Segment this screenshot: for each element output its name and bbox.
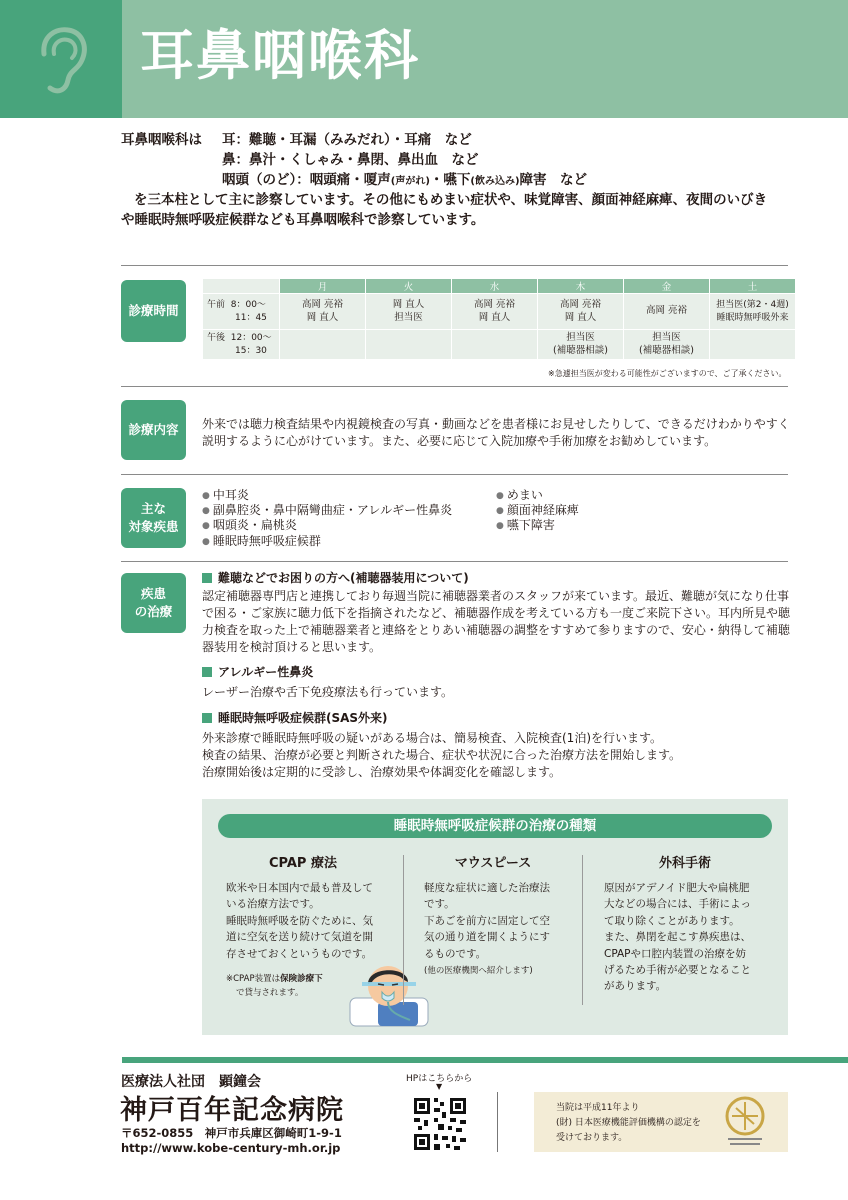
intro-line-ear: 耳：難聴・耳漏（みみだれ）・耳痛 など (222, 132, 472, 148)
content-text-2: 説明するように心がけています。また、必要に応じて入院加療や手術加療をお勧めしています。 (202, 434, 717, 448)
section-label-treatment: 疾患 の治療 (121, 573, 186, 633)
hp-label: HPはこちらから (406, 1074, 473, 1084)
surgery-title: 外科手術 (658, 856, 711, 871)
footer-bar (122, 1057, 848, 1063)
treatment-text: 器装用を検討頂けると思います。 (202, 640, 382, 654)
org-name: 医療法人社団 顕鐘会 (121, 1074, 261, 1090)
treatment-heading-sas: 睡眠時無呼吸症候群(SAS外来) (202, 710, 388, 726)
treatment-text: 認定補聴器専門店と連携しており毎週当院に補聴器業者のスタッフが来ています。最近、難聴が気になり仕事 (202, 589, 790, 603)
footer-divider (497, 1092, 498, 1152)
divider (121, 561, 788, 562)
disease-item: ● 中耳炎 (202, 488, 249, 505)
intro-line-summary-2: や睡眠時無呼吸症候群なども耳鼻咽喉科で診察しています。 (121, 212, 485, 228)
ear-icon (30, 24, 90, 96)
am-slot: 午前 8：00〜 11：45 (203, 294, 280, 330)
disease-item: ● 副鼻腔炎・鼻中隔彎曲症・アレルギー性鼻炎 (202, 503, 452, 520)
column-divider (582, 855, 583, 1005)
disease-item: ● 顔面神経麻痺 (496, 503, 579, 520)
treatment-text: 検査の結果、治療が必要と判断された場合、症状や状況に合った治療方法を開始します。 (202, 748, 682, 762)
pm-slot: 午後 12：00〜 15：30 (203, 330, 280, 360)
schedule-cell: 高岡 亮裕 岡 直人 (452, 294, 538, 330)
column-divider (403, 855, 404, 1005)
hospital-url[interactable]: http://www.kobe-century-mh.or.jp (121, 1141, 341, 1155)
schedule-cell: 担当医(第2・4週) 睡眠時無呼吸外来 (710, 294, 796, 330)
schedule-cell (710, 330, 796, 360)
divider (121, 474, 788, 475)
treatment-text: で困る・ご家族に聴力低下を指摘されたなど、補聴器作成を考えている方も一度ご来院下さい。耳内所見や聴 (202, 606, 791, 620)
schedule-table (202, 278, 796, 360)
day-header: 木 (538, 279, 624, 294)
treatment-text: 力検査を取った上で補聴器業者と連絡をとりあい補聴器の調整をすすめて参りますので、安心・納得して補聴 (202, 623, 790, 637)
schedule-note: ※急遽担当医が変わる可能性がございますので、ご了承ください。 (548, 369, 787, 378)
treatment-text: レーザー治療や舌下免疫療法も行っています。 (202, 685, 454, 699)
treatment-heading-allergy: アレルギー性鼻炎 (202, 664, 313, 680)
schedule-cell: 高岡 亮裕 岡 直人 (280, 294, 366, 330)
mouthpiece-text: 軽度な症状に適した治療法 です。 下あごを前方に固定して空 気の通り道を開くようにす るものです。 (424, 882, 550, 960)
mouthpiece-note: (他の医療機関へ紹介します) (424, 966, 533, 976)
day-header: 火 (366, 279, 452, 294)
divider (121, 386, 788, 387)
certification-seal-icon (722, 1094, 768, 1150)
disease-item: ● めまい (496, 488, 543, 505)
sas-banner: 睡眠時無呼吸症候群の治療の種類 (218, 814, 772, 838)
certification-text: 当院は平成11年より (財) 日本医療機能評価機構の認定を 受けております。 (556, 1103, 701, 1143)
section-label-hours: 診療時間 (121, 280, 186, 342)
schedule-cell: 担当医 (補聴器相談) (538, 330, 624, 360)
schedule-cell (366, 330, 452, 360)
hospital-name: 神戸百年記念病院 (120, 1095, 344, 1126)
schedule-cell: 高岡 亮裕 (624, 294, 710, 330)
intro-line-summary: を三本柱として主に診察しています。その他にもめまい症状や、味覚障害、顔面神経麻痺、夜間のいびき (134, 192, 768, 208)
treatment-text: 治療開始後は定期的に受診し、治療効果や体調変化を確認します。 (202, 765, 562, 779)
schedule-cell (280, 330, 366, 360)
disease-item: ● 睡眠時無呼吸症候群 (202, 534, 321, 551)
day-header: 土 (710, 279, 796, 294)
schedule-cell: 担当医 (補聴器相談) (624, 330, 710, 360)
day-header: 水 (452, 279, 538, 294)
schedule-cell (452, 330, 538, 360)
disease-item: ● 嚥下障害 (496, 518, 555, 535)
qr-code-icon[interactable] (412, 1096, 468, 1152)
hospital-address: 〒652-0855 神戸市兵庫区御崎町1-9-1 (121, 1126, 342, 1140)
intro-line-nose: 鼻：鼻汁・くしゃみ・鼻閉、鼻出血 など (222, 152, 479, 168)
intro-line-throat: 咽頭（のど）：咽頭痛・嗄声(声がれ)・嚥下(飲み込み)障害 など (222, 172, 588, 188)
content-text-1: 外来では聴力検査結果や内視鏡検査の写真・動画などを患者様にお見せしたりして、できるだけわかりやすく (202, 417, 790, 431)
cpap-patient-illustration (348, 958, 430, 1028)
cpap-title: CPAP 療法 (269, 856, 337, 871)
mouthpiece-title: マウスピース (454, 856, 532, 871)
disease-item: ● 咽頭炎・扁桃炎 (202, 518, 297, 535)
divider (121, 265, 788, 266)
cpap-note: ※CPAP装置は保険診療下 で貸与されます。 (226, 974, 323, 998)
section-label-diseases: 主な 対象疾患 (121, 488, 186, 548)
down-arrow-icon: ▼ (436, 1082, 443, 1091)
surgery-text: 原因がアデノイド肥大や扁桃肥 大などの場合には、手術によっ て取り除くことがあります。 また、鼻閉を起こす鼻疾患は、 CPAPや口腔内装置の治療を妨 げるため手術が必要となること があります。 (604, 882, 751, 993)
section-label-content: 診療内容 (121, 400, 186, 460)
cpap-text: 欧米や日本国内で最も普及して いる治療方法です。 睡眠時無呼吸を防ぐために、気 道に空気を送り続けて気道を開 存させておくというものです。 (226, 882, 373, 960)
schedule-cell: 高岡 亮裕 岡 直人 (538, 294, 624, 330)
schedule-cell: 岡 直人 担当医 (366, 294, 452, 330)
treatment-text: 外来診療で睡眠時無呼吸の疑いがある場合は、簡易検査、入院検査(1泊)を行います。 (202, 731, 663, 745)
intro-prefix: 耳鼻咽喉科は (121, 132, 202, 148)
treatment-heading-hearing: 難聴などでお困りの方へ(補聴器装用について) (202, 570, 469, 586)
page-title: 耳鼻咽喉科 (140, 24, 420, 87)
day-header: 金 (624, 279, 710, 294)
day-header: 月 (280, 279, 366, 294)
